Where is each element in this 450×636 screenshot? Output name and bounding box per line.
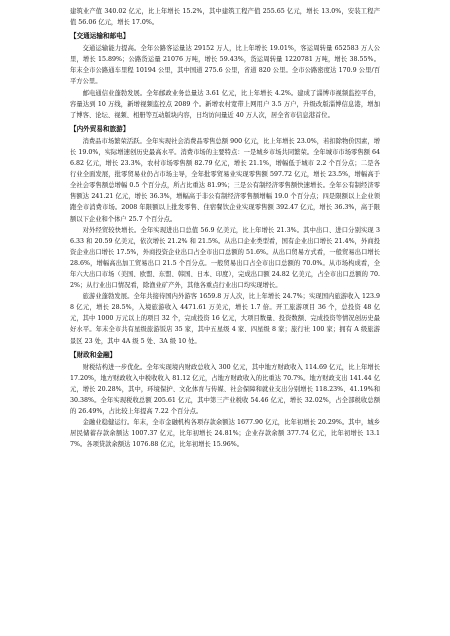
- paragraph-fiscal: 财税结构进一步优化。全年实现境内财政总收入 300 亿元，其中地方财政收入 114.69 亿元，比上年增长 17.20%，地方财政收入中税收收入 81.12 亿元，占地方财政收入的比重达 70.7%。地方财政支出 141.44 亿元，增长 20.28%，其中，环境保护、文化体育与传媒、社会保障和就业支出分别增长 118.23%、41.19%和 30.38%。全年实现税收总额 205.61 亿元，其中第三产业税收 54.46 亿元，增长 32.02%，占全部税收总额的 26.49%，占比较上年提高 7.22 个百分点。: [70, 363, 380, 415]
- paragraph-construction: 建筑业产值 340.02 亿元，比上年增长 15.2%，其中建筑工程产值 255.65 亿元，增长 13.0%，安装工程产值 56.06 亿元，增长 17.0%。: [70, 8, 380, 27]
- paragraph-consumer-market: 消费品市场繁荣活跃。全年实现社会消费品零售总额 900 亿元，比上年增长 23.0%，若扣除物价因素，增长 19.0%，实际增速创历史最高水平。消费市场的主要特点：一是城乡市场共同繁荣。全年城市市场零售额 646.82 亿元，增长 23.3%，农村市场零售额 82.79 亿元，增长 21.1%，增幅低于城市 2.2 个百分点；二是各行业全面发展，批零贸易业仍占市场主导，全年批零贸易业实现零售额 597.72 亿元，增长 23.5%，增幅高于全社会零售额总增幅 0.5 个百分点，所占比重达 81.9%；三是公有制经济零售额快速增长。全年公有制经济零售额达 241.21 亿元，增长 36.3%，增幅高于非公有制经济零售额增幅 19.0 个百分点；四是限额以上企业领跑全市消费市场。2008 年限额以上批发零售、住宿餐饮企业实现零售额 392.47 亿元，增长 36.3%，高于限额以下企业和个体户 25.7 个百分点。: [70, 137, 380, 223]
- heading-transport: 【交通运输和邮电】: [70, 32, 130, 41]
- heading-trade-tourism: 【内外贸易和旅游】: [70, 124, 130, 133]
- paragraph-banking: 金融业稳健运行。年末，全市金融机构各项存款余额达 1677.90 亿元，比年初增长 20.29%。其中，城乡居民储蓄存款余额达 1007.37 亿元，比年初增长 24.81%；企业存款余额 377.74 亿元，比年初增长 13.17%。各项贷款余额达 1076.88 亿元，比年初增长 15.96%。: [70, 419, 380, 449]
- paragraph-post-telecom: 邮电通信业蓬勃发展。全年邮政业务总量达 3.61 亿元，比上年增长 4.2%。建成了淄博市视频监控平台，容量达到 10 万线，新增视频监控点 2089 个。新增农村宽带上网用户 3.5 万户，升级改版淄博信息港，增加了博客、论坛、视频、相册等互动版块内容，日均访问量近 40 万人次，居全省市信息港首位。: [70, 89, 380, 119]
- paragraph-tourism: 旅游业蓬勃发展。全年共接待国内外游客 1659.8 万人次，比上年增长 24.7%；实现国内旅游收入 123.98 亿元，增长 28.5%，入境旅游收入 4471.61 万美元，增长 1.7 倍。开工旅游项目 36 个，总投资 48 亿元，其中 1000 万元以上的项目 32 个，完成投资 16 亿元，大项目数量、投资数额、完成投资等情况创历史最好水平。年末全市共有星级旅游饭店 35 家，其中五星级 4 家、四星级 8 家；旅行社 100 家；拥有 A 级旅游景区 23 处，其中 4A 级 5 处、3A 级 10 处。: [70, 293, 380, 345]
- paragraph-transport: 交通运输能力提高。全年公路客运量达 29152 万人，比上年增长 19.01%，客运周转量 652583 万人公里，增长 15.89%；公路货运量 21076 万吨，增长 59.43%，货运周转量 1220781 万吨，增长 38.55%。年末全市公路通车里程 10194 公里，其中国道 275.6 公里，省道 820 公里。全市公路密度达 170.9 公里/百平方公里。: [70, 45, 380, 86]
- paragraph-foreign-trade: 对外经贸较快增长。全年实现进出口总值 56.9 亿美元，比上年增长 21.3%。其中出口、进口分别实现 36.33 和 20.59 亿美元，依次增长 21.2% 和 21.5%。从出口企业类型看，国有企业出口增长 21.4%，外商投资企业出口增长 17.5%，外商投资企业出口占全市出口总额的 51.6%。从出口贸易方式看，一般贸易出口增长 28.6%，增幅高出加工贸易出口 21.5 个百分点。一般贸易出口占全市出口总额的 70.0%。从市场构成看，全年六大出口市场（美国、欧盟、东盟、韩国、日本、印度），完成出口额 24.82 亿美元，占全市出口总额的 70.2%；从行业出口情况看，除渔业矿产外，其他各重点行业出口均实现增长。: [70, 226, 380, 290]
- heading-finance: 【财政和金融】: [70, 350, 117, 359]
